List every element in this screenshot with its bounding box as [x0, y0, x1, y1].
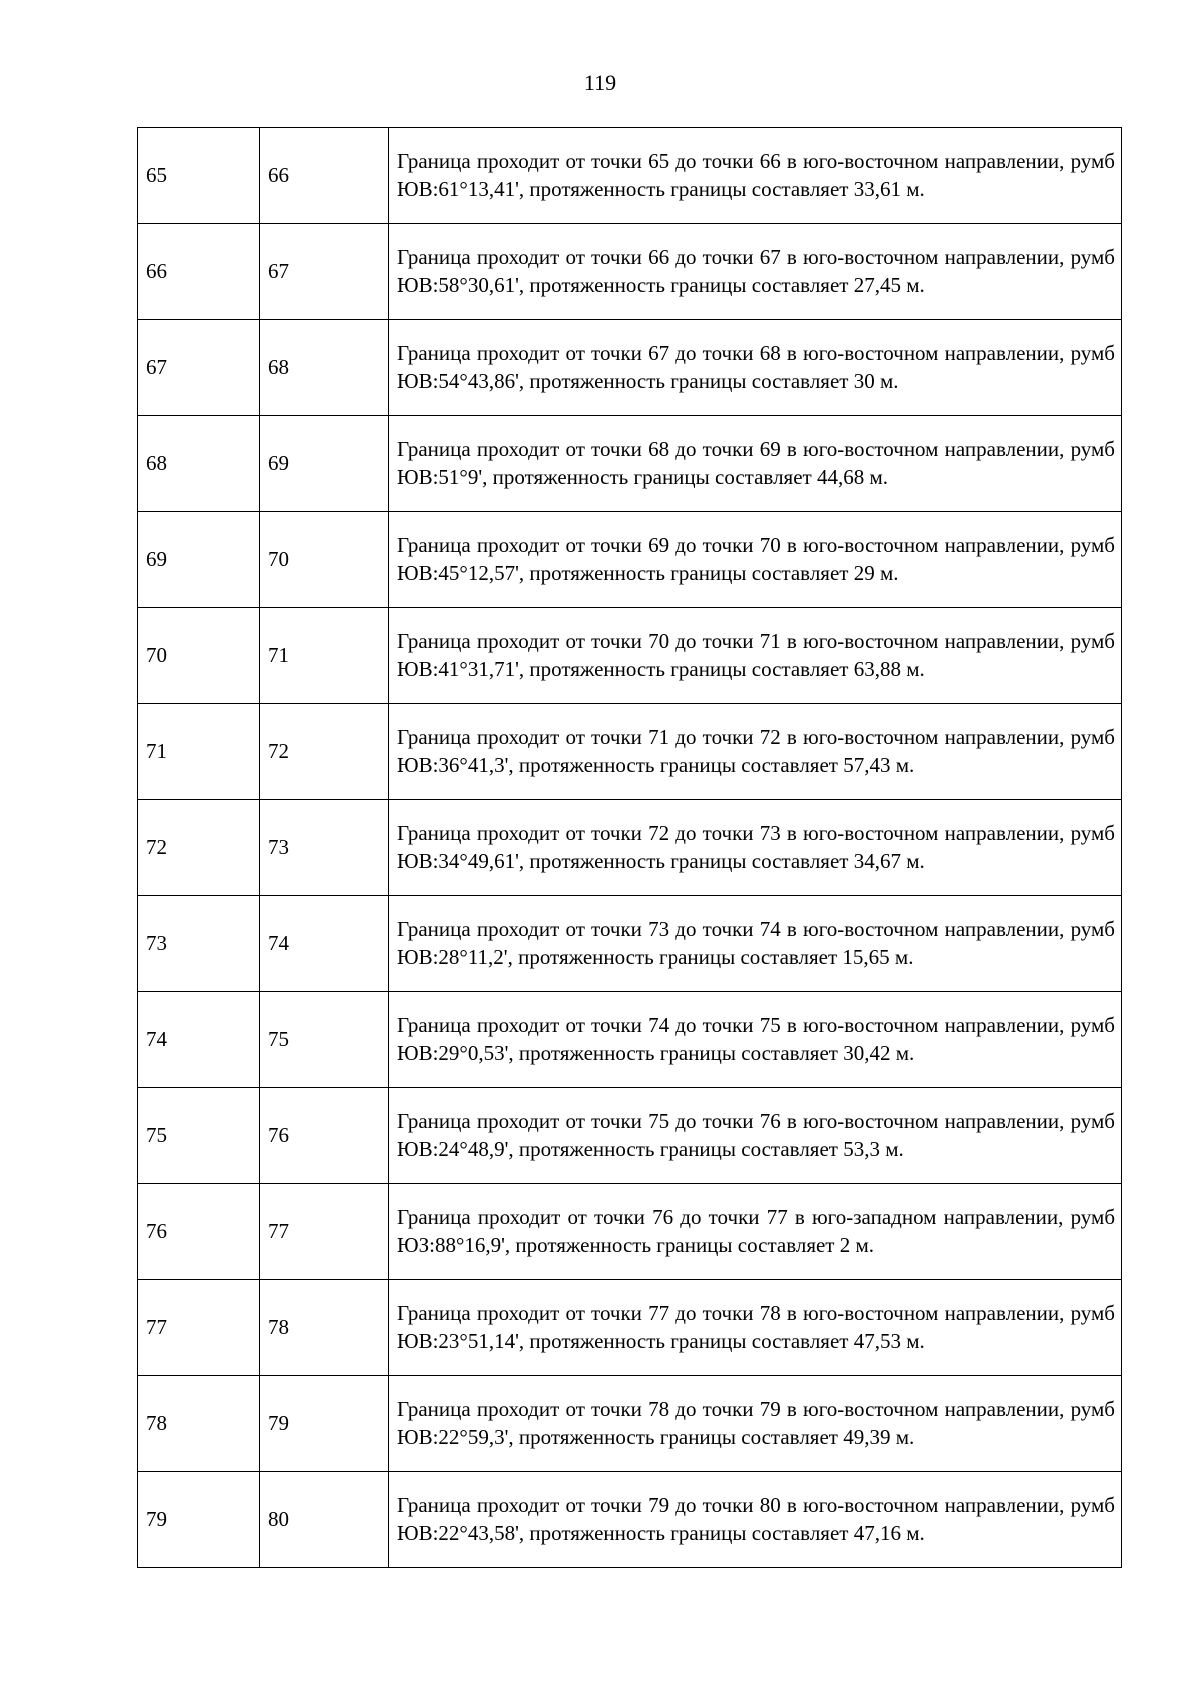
boundary-description-cell: Граница проходит от точки 78 до точки 79 в юго-восточном направлении, румб ЮВ:22°59,3', протяженность границы составляет 49,39 м.	[389, 1376, 1122, 1472]
point-to-cell: 79	[260, 1376, 389, 1472]
point-from-cell: 67	[138, 320, 260, 416]
point-from-cell: 68	[138, 416, 260, 512]
boundary-description-cell: Граница проходит от точки 75 до точки 76 в юго-восточном направлении, румб ЮВ:24°48,9', протяженность границы составляет 53,3 м.	[389, 1088, 1122, 1184]
point-to-cell: 69	[260, 416, 389, 512]
point-to-cell: 77	[260, 1184, 389, 1280]
boundary-description-cell: Граница проходит от точки 71 до точки 72 в юго-восточном направлении, румб ЮВ:36°41,3', протяженность границы составляет 57,43 м.	[389, 704, 1122, 800]
boundary-description-cell: Граница проходит от точки 79 до точки 80 в юго-восточном направлении, румб ЮВ:22°43,58', протяженность границы составляет 47,16 м.	[389, 1472, 1122, 1568]
point-from-cell: 71	[138, 704, 260, 800]
boundary-description-cell: Граница проходит от точки 73 до точки 74 в юго-восточном направлении, румб ЮВ:28°11,2', протяженность границы составляет 15,65 м.	[389, 896, 1122, 992]
table-row	[138, 896, 1122, 992]
point-to-cell: 78	[260, 1280, 389, 1376]
point-from-cell: 76	[138, 1184, 260, 1280]
boundary-description-cell: Граница проходит от точки 77 до точки 78 в юго-восточном направлении, румб ЮВ:23°51,14', протяженность границы составляет 47,53 м.	[389, 1280, 1122, 1376]
boundary-description-cell: Граница проходит от точки 68 до точки 69 в юго-восточном направлении, румб ЮВ:51°9', протяженность границы составляет 44,68 м.	[389, 416, 1122, 512]
point-from-cell: 77	[138, 1280, 260, 1376]
boundary-description-cell: Граница проходит от точки 72 до точки 73 в юго-восточном направлении, румб ЮВ:34°49,61', протяженность границы составляет 34,67 м.	[389, 800, 1122, 896]
boundary-description-cell: Граница проходит от точки 69 до точки 70 в юго-восточном направлении, румб ЮВ:45°12,57', протяженность границы составляет 29 м.	[389, 512, 1122, 608]
boundary-description-cell: Граница проходит от точки 74 до точки 75 в юго-восточном направлении, румб ЮВ:29°0,53', протяженность границы составляет 30,42 м.	[389, 992, 1122, 1088]
point-to-cell: 74	[260, 896, 389, 992]
point-to-cell: 66	[260, 128, 389, 224]
point-to-cell: 68	[260, 320, 389, 416]
table-row	[138, 608, 1122, 704]
point-from-cell: 65	[138, 128, 260, 224]
table-row	[138, 416, 1122, 512]
table-row	[138, 1088, 1122, 1184]
boundary-description-cell: Граница проходит от точки 67 до точки 68 в юго-восточном направлении, румб ЮВ:54°43,86', протяженность границы составляет 30 м.	[389, 320, 1122, 416]
boundary-description-cell: Граница проходит от точки 70 до точки 71 в юго-восточном направлении, румб ЮВ:41°31,71', протяженность границы составляет 63,88 м.	[389, 608, 1122, 704]
point-to-cell: 80	[260, 1472, 389, 1568]
point-from-cell: 75	[138, 1088, 260, 1184]
boundary-description-cell: Граница проходит от точки 66 до точки 67 в юго-восточном направлении, румб ЮВ:58°30,61', протяженность границы составляет 27,45 м.	[389, 224, 1122, 320]
point-to-cell: 75	[260, 992, 389, 1088]
table-row	[138, 1280, 1122, 1376]
boundary-table	[137, 127, 1122, 1568]
table-row	[138, 224, 1122, 320]
table-row	[138, 704, 1122, 800]
point-to-cell: 72	[260, 704, 389, 800]
boundary-table-body	[138, 128, 1122, 1568]
table-row	[138, 128, 1122, 224]
table-row	[138, 1376, 1122, 1472]
page-number: 119	[583, 70, 617, 95]
point-from-cell: 72	[138, 800, 260, 896]
point-from-cell: 70	[138, 608, 260, 704]
point-to-cell: 67	[260, 224, 389, 320]
table-row	[138, 800, 1122, 896]
point-to-cell: 76	[260, 1088, 389, 1184]
point-to-cell: 70	[260, 512, 389, 608]
table-row	[138, 1472, 1122, 1568]
point-from-cell: 66	[138, 224, 260, 320]
point-from-cell: 79	[138, 1472, 260, 1568]
point-from-cell: 69	[138, 512, 260, 608]
table-row	[138, 320, 1122, 416]
boundary-description-cell: Граница проходит от точки 65 до точки 66 в юго-восточном направлении, румб ЮВ:61°13,41', протяженность границы составляет 33,61 м.	[389, 128, 1122, 224]
point-to-cell: 71	[260, 608, 389, 704]
table-row	[138, 512, 1122, 608]
point-from-cell: 74	[138, 992, 260, 1088]
point-from-cell: 73	[138, 896, 260, 992]
boundary-description-cell: Граница проходит от точки 76 до точки 77 в юго-западном направлении, румб ЮЗ:88°16,9', протяженность границы составляет 2 м.	[389, 1184, 1122, 1280]
point-to-cell: 73	[260, 800, 389, 896]
table-row	[138, 1184, 1122, 1280]
table-row	[138, 992, 1122, 1088]
point-from-cell: 78	[138, 1376, 260, 1472]
